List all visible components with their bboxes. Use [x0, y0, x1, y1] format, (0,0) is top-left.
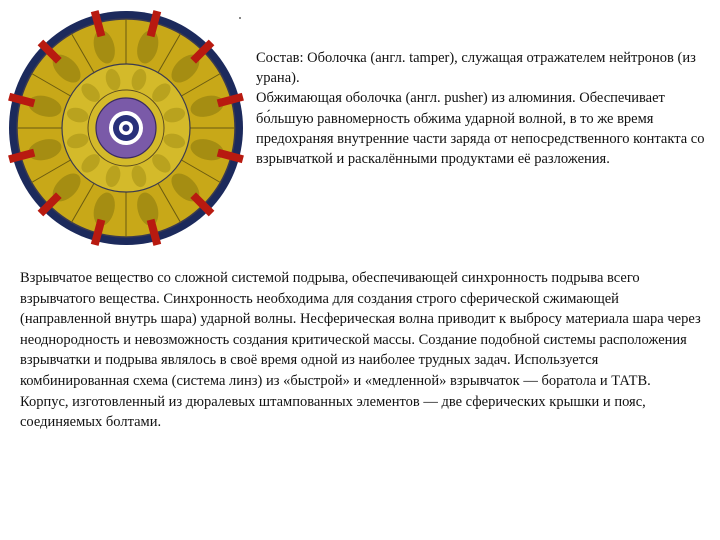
composition-text — [256, 48, 706, 169]
body-paragraph-explosive: Взрывчатое вещество со сложной системой подрыва, обеспечивающей синхронность подрыва всего взрывчатого вещества. Синхронность необходима для создания строго сферической сжимающей (направленной внутрь шара) ударной волны. Несферическая волна приводит к выбросу материала шара через неоднородность и невозможность создания критической массы. Создание подобной системы расположения взрывчатки и подрыва являлось в своё время одной из наиболее трудных задач. Используется комбинированная схема (система линз) из «быстрой» и «медленной» взрывчаток — боратола и ТАТВ. — [20, 270, 701, 389]
core-center — [123, 125, 130, 132]
intro-paragraph-tamper: Состав: Оболочка (англ. tamper), служащая отражателем нейтронов (из урана). — [256, 50, 696, 87]
stray-mark — [239, 17, 241, 19]
intro-paragraph-pusher: Обжимающая оболочка (англ. pusher) из алюминия. Обеспечивает бо́льшую равномерность обжима ударной волной, в то же время предохраняя внутренние части заряда от непосредственного контакта со взрывчаткой и раскалёнными продуктами её разложения. — [256, 90, 705, 168]
explosive-description — [20, 268, 710, 433]
bomb-cross-section-svg — [6, 8, 246, 248]
body-paragraph-casing: Корпус, изготовленный из дюралевых штампованных элементов — две сферических крышки и пояс, соединяемых болтами. — [20, 393, 646, 431]
bomb-cross-section-diagram — [6, 8, 246, 248]
